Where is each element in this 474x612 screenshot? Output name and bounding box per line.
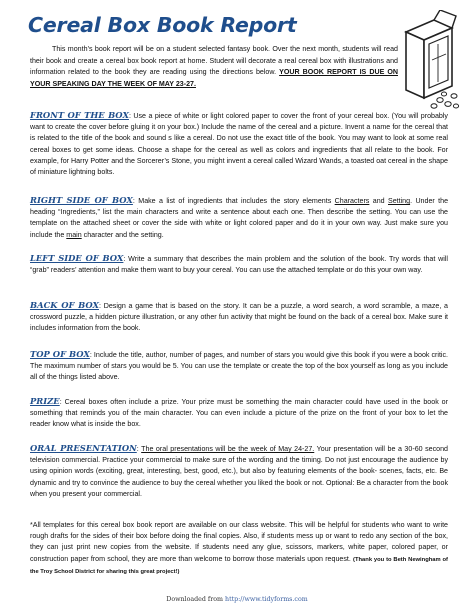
presentation-week-text: The oral presentations will be the week of May 24-27. [141, 445, 315, 453]
main-term: main [66, 230, 82, 239]
characters-term: Characters [334, 197, 370, 205]
section-front-of-box [30, 110, 448, 178]
section-body: . Under the heading “Ingredients,” list the main characters and write a sentence about each one. Then describe the setting. You can use the template on the attached sheet or cover the side with white or light colored paper and do it in your own way. Just make sure you include the [30, 197, 449, 239]
section-body: : Use a piece of white or light colored paper to cover the front of your cereal box. (You will probably want to create the cover before gluing it on your box.) Include the name of the cereal and a picture. Invent a name for the cereal that is related to the title of the book and sound s like a cereal. Do not use the exact title of the book. You may want to look at some real cereal boxes to get some ideas. Choose a shape for the cereal as well as colors and ingredients that all relate to the book. For example, for Harry Potter and the Sorcerer’s Stone, you might invent a cereal called Wizard Wands, a toasted oat cereal in the shape of miniature lightning bolts. [30, 112, 448, 177]
section-heading: PRIZE [30, 396, 60, 406]
section-body: Your presentation will be a 30-60 second television commercial. Practice your commercial to make sure of the wording and the timing. Do not just encourage the audience by using opinion words (exciting, great, interesting, best, good, etc.), but also by featuring elements of the book- scenes, facts, etc. Be dynamic and try to convince the audience to buy the cereal whether you liked the book or not. Optional: Be a character from the book when you present your commercial. [30, 445, 448, 498]
section-back-of-box [30, 300, 448, 335]
section-heading: BACK OF BOX [30, 300, 99, 310]
intro-paragraph [30, 44, 398, 90]
section-heading: RIGHT SIDE OF BOX [30, 195, 133, 205]
section-heading: ORAL PRESENTATION [30, 443, 137, 453]
section-body: : Design a game that is based on the story. It can be a puzzle, a word search, a word scramble, a maze, a crossword puzzle, a hidden picture illustration, or any other fun activity that might be found on the back of a cereal box. Make sure it includes information from the book. [30, 302, 448, 333]
section-body: : [136, 445, 142, 453]
footer [0, 596, 474, 603]
section-body: character and the setting. [81, 230, 164, 239]
footer-link[interactable]: http://www.tidyforms.com [225, 596, 308, 603]
section-top-of-box [30, 349, 448, 384]
setting-term: Setting [387, 197, 411, 205]
section-body: : Cereal boxes often include a prize. Your prize must be something the main character could have used in the book or something that reminds you of the main character. You can even include a picture of the prize on the front of your box to let the reader know what is inside the box. [30, 398, 448, 429]
footer-prefix: Downloaded from [166, 596, 226, 603]
page-title: Cereal Box Book Report [28, 13, 297, 37]
section-heading: FRONT OF THE BOX [30, 110, 129, 120]
section-prize [30, 396, 448, 431]
section-right-side-of-box [30, 195, 448, 241]
note-text: *All templates for this cereal box book report are available on our class website. This will be helpful for students who want to write rough drafts for the sides of their box before doing the final copies. Also, if students mess up or want to redo any section of the box, they can just print new copies from the website. If students need any glue, scissors, markers, white paper, colored paper, or construction paper from school, they are more than welcome to borrow those materials upon request. [30, 521, 448, 563]
section-heading: LEFT SIDE OF BOX [30, 253, 124, 263]
section-body: : Write a summary that describes the main problem and the solution of the book. Try words that will “grab” readers’ attention and make them want to buy your cereal. You can use the attached template or do this your own way. [30, 255, 448, 275]
section-left-side-of-box [30, 253, 448, 276]
section-oral-presentation [30, 443, 448, 500]
cereal-box-icon [396, 10, 462, 110]
section-heading: TOP OF BOX [30, 349, 90, 359]
section-body: and [369, 197, 388, 205]
due-date-text: YOUR BOOK REPORT IS DUE ON YOUR SPEAKING DAY THE WEEK OF MAY 23-27. [30, 68, 398, 88]
intro-text: This month’s book report will be on a student selected fantasy book. Over the next month, students will read their book and create a cereal box book report at home. Student will decorate a real cereal box with illustrations and information related to the book they are reading using the directions below. [30, 45, 398, 76]
templates-note [30, 520, 448, 578]
thanks-text: (Thank you to Beth Newingham of the Troy School District for sharing this great project!) [30, 556, 448, 575]
section-body: : Include the title, author, number of pages, and number of stars you would give this book if you were a book critic. The maximum number of stars you would be 5. You can use the template or create the top of the box yourself as long as you include all of the things listed above. [30, 351, 449, 382]
section-body: : Make a list of ingredients that includes the story elements [132, 197, 335, 205]
